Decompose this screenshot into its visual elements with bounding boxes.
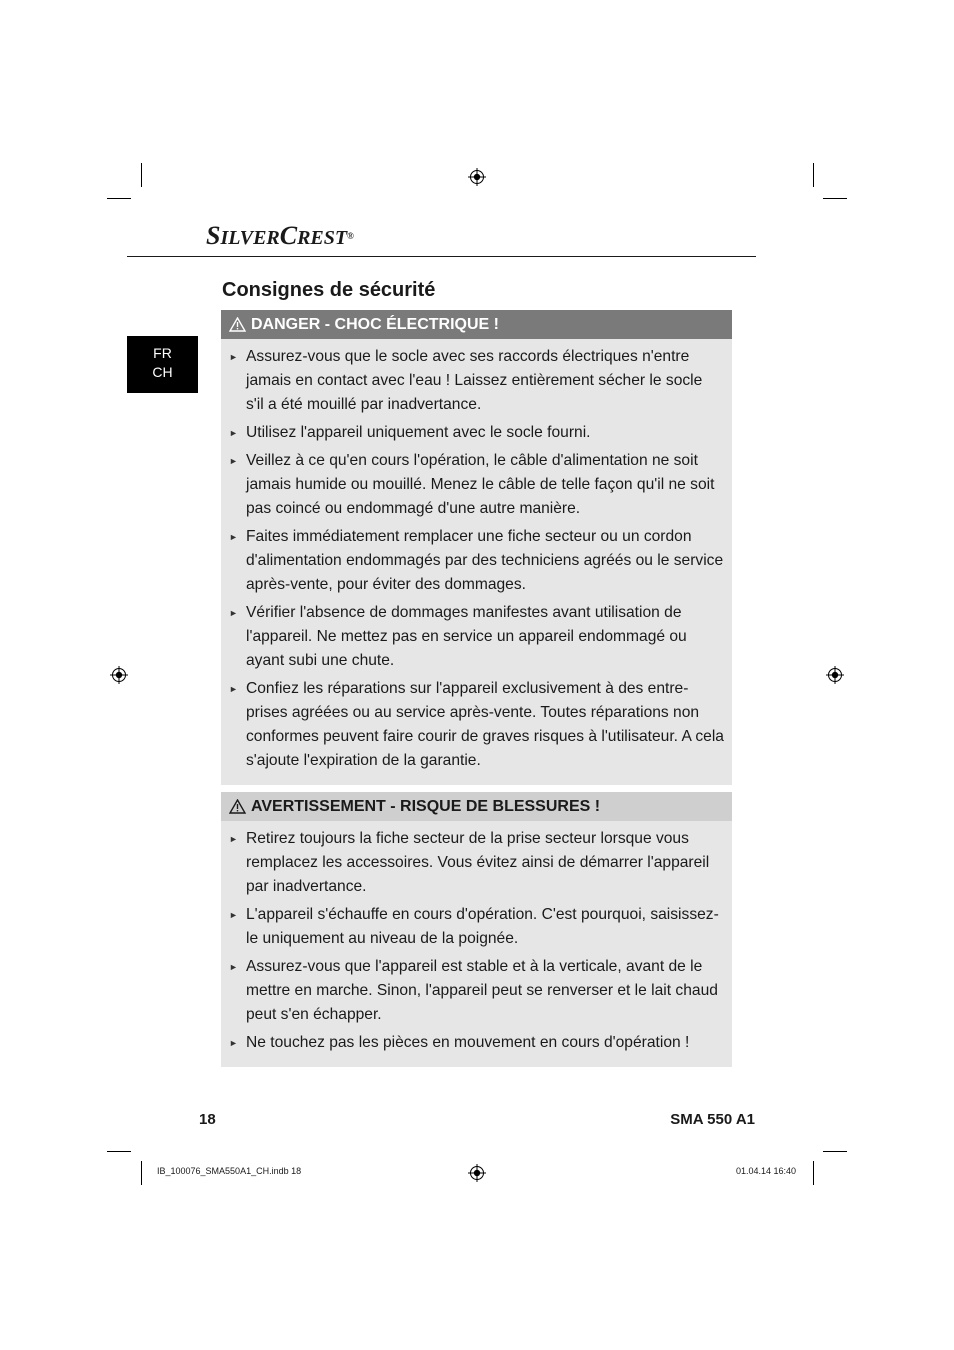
danger-heading-text: DANGER - CHOC ÉLECTRIQUE ! [251, 315, 499, 333]
page-title: Consignes de sécurité [222, 279, 436, 301]
warning-heading [221, 792, 732, 821]
list-item: ► L'appareil s'échauffe en cours d'opération. C'est pourquoi, saisissez-le uniquement au niveau de la poignée. [229, 903, 724, 951]
model-number: SMA 550 A1 [670, 1111, 755, 1128]
warning-triangle-icon [229, 799, 246, 814]
crop-mark [141, 1161, 142, 1185]
warning-box [221, 792, 732, 1067]
danger-box [221, 310, 732, 785]
warning-heading-text: AVERTISSEMENT - RISQUE DE BLESSURES ! [251, 797, 601, 815]
language-tab [127, 336, 198, 393]
crop-mark [823, 198, 847, 199]
crop-mark [107, 1151, 131, 1152]
registration-mark-icon [468, 1164, 486, 1182]
warning-list [221, 821, 732, 1067]
registration-mark-icon [826, 666, 844, 684]
crop-mark [823, 1151, 847, 1152]
list-item: ► Vérifier l'absence de dommages manifestes avant utilisation de l'appareil. Ne mettez pas en service un appareil endommagé ou ayant subi une chute. [229, 601, 724, 673]
list-item: ► Confiez les réparations sur l'appareil exclusivement à des entre-prises agréées ou au service après-vente. Toutes réparations non conformes peuvent faire courir de graves risques à l'utilisateur. A cela s'ajoute l'expiration de la garantie. [229, 677, 724, 773]
bullet-arrow-icon: ► [229, 684, 238, 694]
brand-logo: SILVERCREST® [206, 221, 354, 250]
print-slug-file: IB_100076_SMA550A1_CH.indb 18 [157, 1166, 302, 1176]
registration-mark-icon [468, 168, 486, 186]
bullet-arrow-icon: ► [229, 962, 238, 972]
crop-mark [107, 198, 131, 199]
list-item: ► Ne touchez pas les pièces en mouvement en cours d'opération ! [229, 1031, 724, 1055]
bullet-arrow-icon: ► [229, 532, 238, 542]
crop-mark [813, 1161, 814, 1185]
language-code: FR [153, 345, 172, 361]
warning-triangle-icon [229, 317, 246, 332]
crop-mark [813, 163, 814, 187]
list-item: ► Retirez toujours la fiche secteur de la prise secteur lorsque vous remplacez les accessoires. Vous évitez ainsi de démarrer l'appareil par inadvertance. [229, 827, 724, 899]
list-item: ► Assurez-vous que le socle avec ses raccords électriques n'entre jamais en contact avec l'eau ! Laissez entièrement sécher le socle s'il a été mouillé par inadvertance. [229, 345, 724, 417]
crop-mark [141, 163, 142, 187]
bullet-arrow-icon: ► [229, 1038, 238, 1048]
danger-list [221, 339, 732, 785]
page-number: 18 [199, 1111, 216, 1128]
bullet-arrow-icon: ► [229, 352, 238, 362]
bullet-arrow-icon: ► [229, 834, 238, 844]
list-item: ► Utilisez l'appareil uniquement avec le socle fourni. [229, 421, 724, 445]
list-item: ► Faites immédiatement remplacer une fiche secteur ou un cordon d'alimentation endommagés par des techniciens agréés ou le service après-vente, pour éviter des dommages. [229, 525, 724, 597]
bullet-arrow-icon: ► [229, 428, 238, 438]
list-item: ► Veillez à ce qu'en cours l'opération, le câble d'alimentation ne soit jamais humide ou mouillé. Menez le câble de telle façon qu'il ne soit pas coincé ou endommagé d'une autre manière. [229, 449, 724, 521]
header-divider [127, 256, 756, 257]
bullet-arrow-icon: ► [229, 910, 238, 920]
list-item: ► Assurez-vous que l'appareil est stable et à la verticale, avant de le mettre en marche. Sinon, l'appareil peut se renverser et le lait chaud peut s'en échapper. [229, 955, 724, 1027]
language-code: CH [152, 364, 173, 380]
bullet-arrow-icon: ► [229, 608, 238, 618]
print-slug-date: 01.04.14 16:40 [736, 1166, 797, 1176]
registration-mark-icon [110, 666, 128, 684]
danger-heading [221, 310, 732, 339]
bullet-arrow-icon: ► [229, 456, 238, 466]
